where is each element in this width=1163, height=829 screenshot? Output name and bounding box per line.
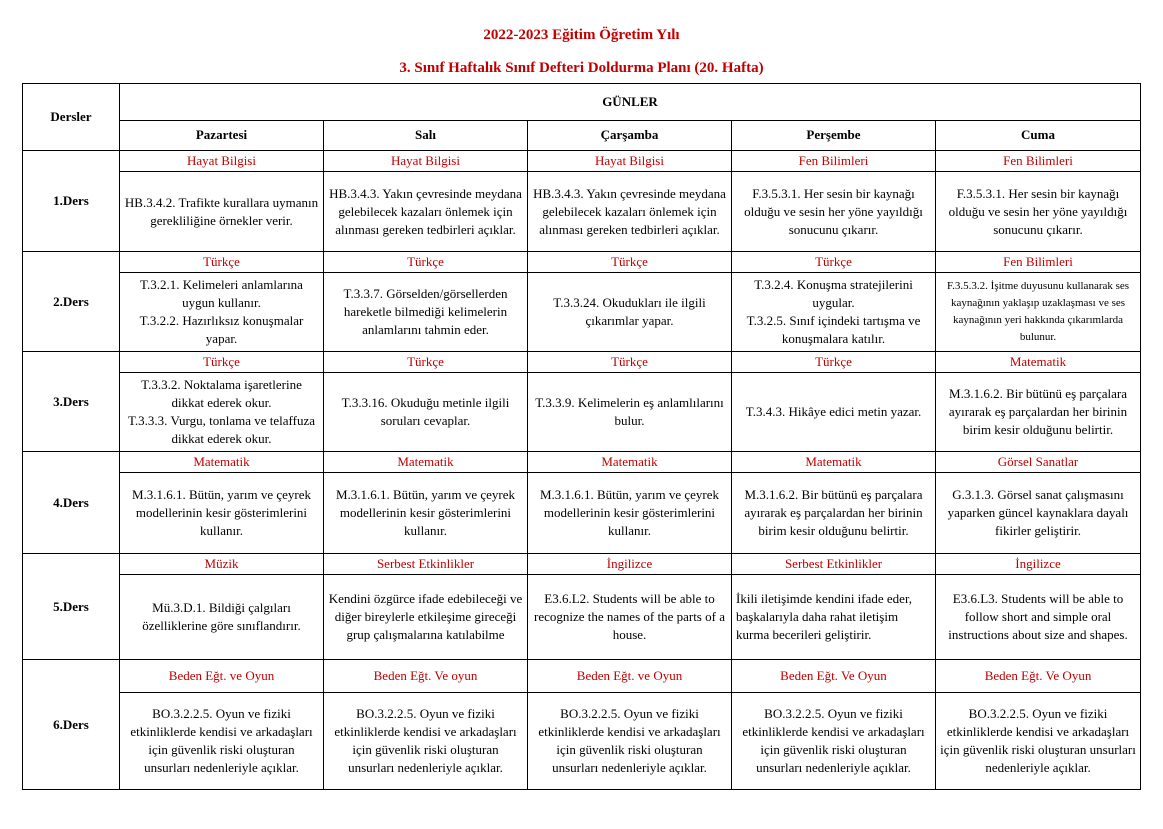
content-row	[23, 172, 1141, 252]
subject-cell: Matematik	[936, 352, 1141, 373]
subject-cell: Türkçe	[528, 252, 732, 273]
content-cell: F.3.5.3.1. Her sesin bir kaynağı olduğu ve sesin her yöne yayıldığı sonucunu çıkarır.	[936, 172, 1141, 252]
subject-row	[23, 151, 1141, 172]
lesson-label: 3.Ders	[23, 352, 120, 452]
subject-row	[23, 554, 1141, 575]
subject-cell: Beden Eğt. ve Oyun	[120, 660, 324, 693]
content-cell: T.3.3.7. Görselden/görsellerden hareketle bilmediği kelimelerin anlamlarını tahmin eder.	[324, 273, 528, 352]
subject-cell: Görsel Sanatlar	[936, 452, 1141, 473]
subject-cell: Türkçe	[732, 252, 936, 273]
subject-cell: İngilizce	[528, 554, 732, 575]
subject-cell: Türkçe	[324, 352, 528, 373]
plan-body	[23, 151, 1141, 790]
subject-cell: Serbest Etkinlikler	[732, 554, 936, 575]
content-cell: T.3.2.1. Kelimeleri anlamlarına uygun kullanır. T.3.2.2. Hazırlıksız konuşmalar yapar.	[120, 273, 324, 352]
day-header-tuesday: Salı	[324, 120, 528, 150]
content-row	[23, 373, 1141, 452]
content-cell: T.3.4.3. Hikâye edici metin yazar.	[732, 373, 936, 452]
content-cell: F.3.5.3.1. Her sesin bir kaynağı olduğu ve sesin her yöne yayıldığı sonucunu çıkarır.	[732, 172, 936, 252]
subject-row	[23, 252, 1141, 273]
content-cell: BO.3.2.2.5. Oyun ve fiziki etkinliklerde kendisi ve arkadaşları için güvenlik riski oluşturan unsurları nedenleriyle açıklar.	[732, 693, 936, 790]
weekly-plan-table	[22, 83, 1141, 790]
content-row	[23, 693, 1141, 790]
subject-cell: Türkçe	[732, 352, 936, 373]
lesson-label: 2.Ders	[23, 252, 120, 352]
subject-cell: Matematik	[732, 452, 936, 473]
subject-cell: Hayat Bilgisi	[120, 151, 324, 172]
lesson-label: 1.Ders	[23, 151, 120, 252]
subject-cell: Beden Eğt. Ve Oyun	[936, 660, 1141, 693]
content-row	[23, 473, 1141, 554]
day-header-thursday: Perşembe	[732, 120, 936, 150]
content-cell: HB.3.4.2. Trafikte kurallara uymanın gerekliliğine örnekler verir.	[120, 172, 324, 252]
subject-cell: Türkçe	[120, 252, 324, 273]
content-cell: M.3.1.6.1. Bütün, yarım ve çeyrek modellerinin kesir gösterimlerini kullanır.	[120, 473, 324, 554]
subject-cell: Fen Bilimleri	[936, 151, 1141, 172]
content-row	[23, 273, 1141, 352]
day-header-friday: Cuma	[936, 120, 1141, 150]
content-cell: BO.3.2.2.5. Oyun ve fiziki etkinliklerde kendisi ve arkadaşları için güvenlik riski oluşturan unsurları nedenleriyle açıklar.	[120, 693, 324, 790]
content-cell: G.3.1.3. Görsel sanat çalışmasını yaparken güncel kaynaklara dayalı fikirler geliştirir.	[936, 473, 1141, 554]
day-header-monday: Pazartesi	[120, 120, 324, 150]
content-cell: T.3.3.9. Kelimelerin eş anlamlılarını bulur.	[528, 373, 732, 452]
subject-cell: Türkçe	[528, 352, 732, 373]
dersler-header: Dersler	[23, 84, 120, 151]
subject-row	[23, 660, 1141, 693]
content-cell: E3.6.L3. Students will be able to follow short and simple oral instructions about size and shapes.	[936, 575, 1141, 660]
content-cell: F.3.5.3.2. İşitme duyusunu kullanarak ses kaynağının yaklaşıp uzaklaşması ve ses kaynağının yeri hakkında çıkarımlarda bulunur.	[936, 273, 1141, 352]
subject-cell: Fen Bilimleri	[732, 151, 936, 172]
content-cell: T.3.3.24. Okudukları ile ilgili çıkarımlar yapar.	[528, 273, 732, 352]
day-header-wednesday: Çarşamba	[528, 120, 732, 150]
subject-cell: Serbest Etkinlikler	[324, 554, 528, 575]
gunler-header: GÜNLER	[120, 84, 1141, 121]
subject-cell: Türkçe	[120, 352, 324, 373]
content-cell: HB.3.4.3. Yakın çevresinde meydana gelebilecek kazaları önlemek için alınması gereken tedbirleri açıklar.	[528, 172, 732, 252]
subject-cell: Matematik	[120, 452, 324, 473]
content-cell: M.3.1.6.2. Bir bütünü eş parçalara ayırarak eş parçalardan her birinin birim kesir olduğunu belirtir.	[936, 373, 1141, 452]
content-cell: BO.3.2.2.5. Oyun ve fiziki etkinliklerde kendisi ve arkadaşları için güvenlik riski oluşturan unsurları nedenleriyle açıklar.	[528, 693, 732, 790]
document-title: 2022-2023 Eğitim Öğretim Yılı	[483, 27, 680, 43]
subject-cell: Beden Eğt. ve Oyun	[528, 660, 732, 693]
content-cell: HB.3.4.3. Yakın çevresinde meydana gelebilecek kazaları önlemek için alınması gereken tedbirleri açıklar.	[324, 172, 528, 252]
lesson-label: 5.Ders	[23, 554, 120, 660]
subject-cell: Matematik	[324, 452, 528, 473]
subject-cell: Hayat Bilgisi	[528, 151, 732, 172]
content-cell: İkili iletişimde kendini ifade eder, başkalarıyla daha rahat iletişim kurma becerileri geliştirir.	[732, 575, 936, 660]
subject-row	[23, 452, 1141, 473]
content-cell: T.3.3.2. Noktalama işaretlerine dikkat ederek okur. T.3.3.3. Vurgu, tonlama ve telaffuza dikkat ederek okur.	[120, 373, 324, 452]
subject-row	[23, 352, 1141, 373]
lesson-label: 6.Ders	[23, 660, 120, 790]
content-row	[23, 575, 1141, 660]
content-cell: Mü.3.D.1. Bildiği çalgıları özelliklerine göre sınıflandırır.	[120, 575, 324, 660]
subject-cell: Beden Eğt. Ve oyun	[324, 660, 528, 693]
subject-cell: Beden Eğt. Ve Oyun	[732, 660, 936, 693]
subject-cell: Hayat Bilgisi	[324, 151, 528, 172]
content-cell: M.3.1.6.1. Bütün, yarım ve çeyrek modellerinin kesir gösterimlerini kullanır.	[324, 473, 528, 554]
content-cell: E3.6.L2. Students will be able to recognize the names of the parts of a house.	[528, 575, 732, 660]
document-subtitle: 3. Sınıf Haftalık Sınıf Defteri Doldurma Planı (20. Hafta)	[399, 60, 764, 76]
subject-cell: İngilizce	[936, 554, 1141, 575]
content-cell: T.3.2.4. Konuşma stratejilerini uygular. T.3.2.5. Sınıf içindeki tartışma ve konuşmalara katılır.	[732, 273, 936, 352]
content-cell: T.3.3.16. Okuduğu metinle ilgili soruları cevaplar.	[324, 373, 528, 452]
subject-cell: Fen Bilimleri	[936, 252, 1141, 273]
subject-cell: Müzik	[120, 554, 324, 575]
lesson-label: 4.Ders	[23, 452, 120, 554]
content-cell: BO.3.2.2.5. Oyun ve fiziki etkinliklerde kendisi ve arkadaşları için güvenlik riski oluşturan unsurları nedenleriyle açıklar.	[324, 693, 528, 790]
subject-cell: Matematik	[528, 452, 732, 473]
content-cell: M.3.1.6.1. Bütün, yarım ve çeyrek modellerinin kesir gösterimlerini kullanır.	[528, 473, 732, 554]
content-cell: Kendini özgürce ifade edebileceği ve diğer bireylerle etkileşime gireceği grup çalışmalarına katılabilme	[324, 575, 528, 660]
content-cell: M.3.1.6.2. Bir bütünü eş parçalara ayırarak eş parçalardan her birinin birim kesir olduğunu belirtir.	[732, 473, 936, 554]
subject-cell: Türkçe	[324, 252, 528, 273]
content-cell: BO.3.2.2.5. Oyun ve fiziki etkinliklerde kendisi ve arkadaşları için güvenlik riski oluşturan unsurları nedenleriyle açıklar.	[936, 693, 1141, 790]
